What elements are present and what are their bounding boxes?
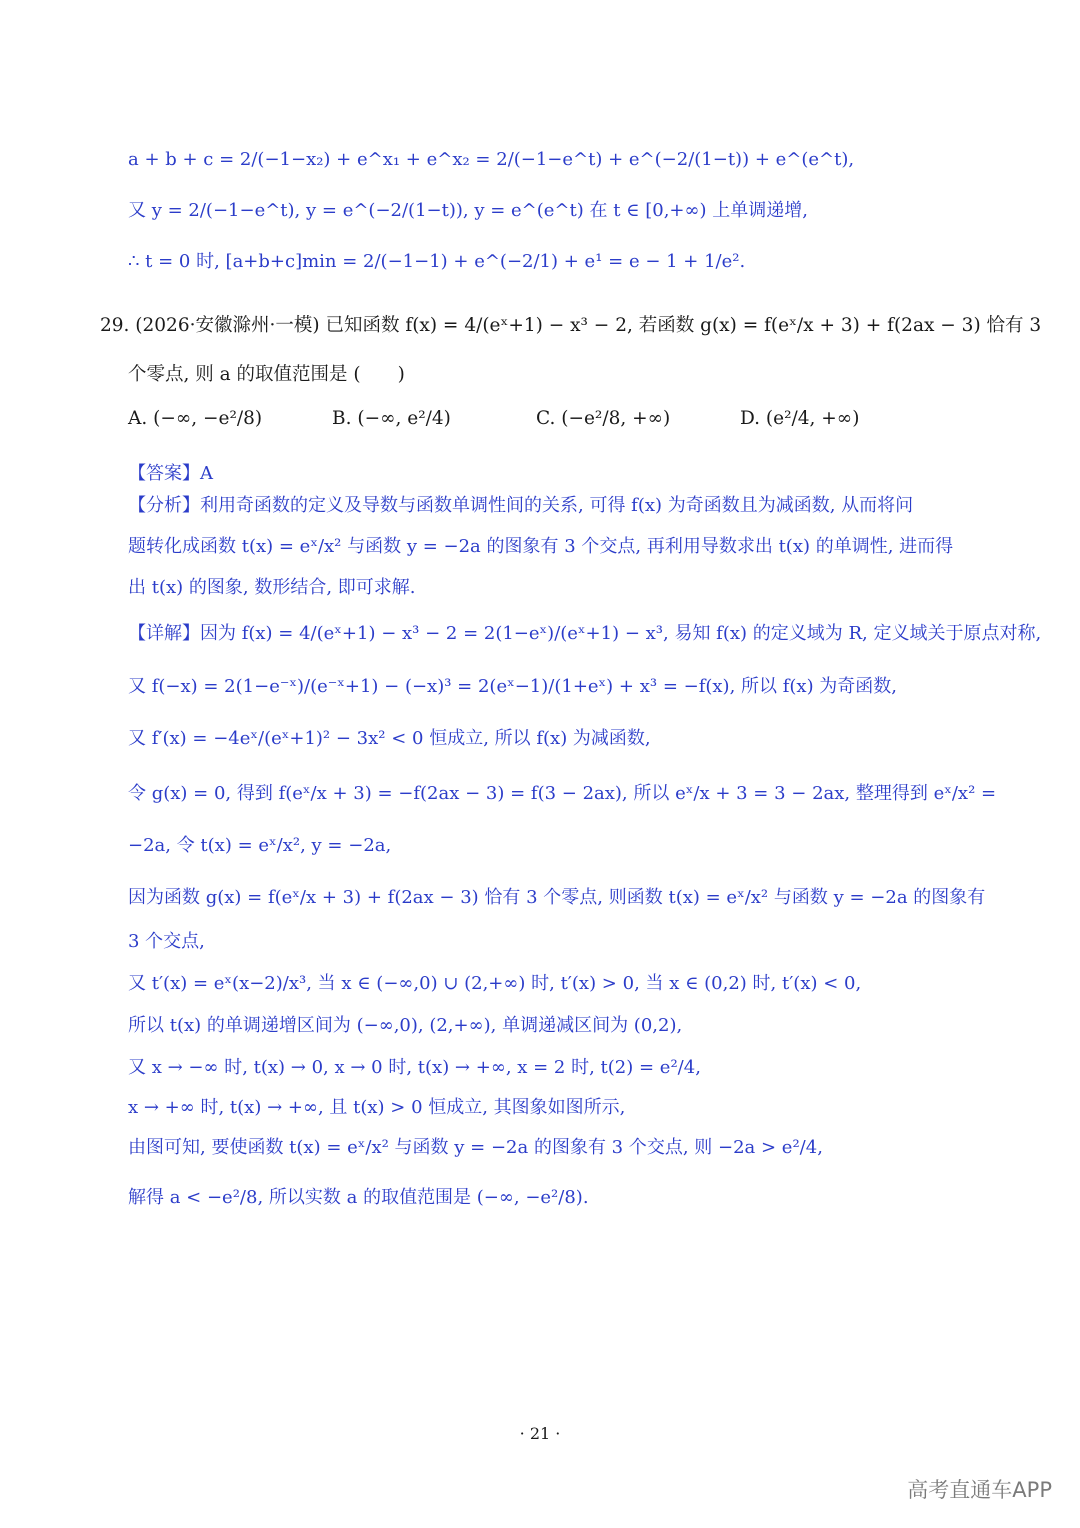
prev-solution-line-2: 又 y = 2/(−1−e^t), y = e^(−2/(1−t)), y = e^(e^t) 在 t ∈ [0,+∞) 上单调递增,	[128, 200, 808, 221]
prev-solution-line-3: ∴ t = 0 时, [a+b+c]min = 2/(−1−1) + e^(−2/1) + e¹ = e − 1 + 1/e².	[128, 251, 746, 272]
watermark: 高考直通车APP	[907, 1478, 1052, 1502]
prev-solution-line-1: a + b + c = 2/(−1−x₂) + e^x₁ + e^x₂ = 2/(−1−e^t) + e^(−2/(1−t)) + e^(e^t),	[128, 149, 855, 170]
detail-line-11: x → +∞ 时, t(x) → +∞, 且 t(x) > 0 恒成立, 其图象如图所示,	[128, 1097, 626, 1118]
answer-options	[128, 408, 988, 448]
page-number: · 21 ·	[519, 1424, 561, 1443]
question-line-1: 29. (2026·安徽滁州·一模) 已知函数 f(x) = 4/(eˣ+1) − x³ − 2, 若函数 g(x) = f(eˣ/x + 3) + f(2ax − 3) 恰有 3	[100, 315, 1042, 336]
analysis-line-1: 【分析】利用奇函数的定义及导数与函数单调性间的关系, 可得 f(x) 为奇函数且为减函数, 从而将问	[128, 495, 914, 516]
answer-line: 【答案】A	[128, 463, 213, 484]
detail-line-5: −2a, 令 t(x) = eˣ/x², y = −2a,	[128, 835, 392, 856]
detail-line-10: 又 x → −∞ 时, t(x) → 0, x → 0 时, t(x) → +∞, x = 2 时, t(2) = e²/4,	[128, 1057, 701, 1078]
detail-line-8: 又 t′(x) = eˣ(x−2)/x³, 当 x ∈ (−∞,0) ∪ (2,+∞) 时, t′(x) > 0, 当 x ∈ (0,2) 时, t′(x) < 0,	[128, 973, 862, 994]
question-line-2: 个零点, 则 a 的取值范围是 ( )	[128, 364, 405, 385]
analysis-line-3: 出 t(x) 的图象, 数形结合, 即可求解.	[128, 577, 416, 598]
option-c: C. (−e²/8, +∞)	[536, 408, 671, 429]
detail-line-12: 由图可知, 要使函数 t(x) = eˣ/x² 与函数 y = −2a 的图象有 3 个交点, 则 −2a > e²/4,	[128, 1137, 823, 1158]
detail-line-1: 【详解】因为 f(x) = 4/(eˣ+1) − x³ − 2 = 2(1−eˣ)/(eˣ+1) − x³, 易知 f(x) 的定义域为 R, 定义域关于原点对称,	[128, 623, 1042, 644]
detail-line-2: 又 f(−x) = 2(1−e⁻ˣ)/(e⁻ˣ+1) − (−x)³ = 2(eˣ−1)/(1+eˣ) + x³ = −f(x), 所以 f(x) 为奇函数,	[128, 676, 898, 697]
detail-line-6: 因为函数 g(x) = f(eˣ/x + 3) + f(2ax − 3) 恰有 3 个零点, 则函数 t(x) = eˣ/x² 与函数 y = −2a 的图象有	[128, 887, 986, 908]
detail-line-9: 所以 t(x) 的单调递增区间为 (−∞,0), (2,+∞), 单调递减区间为 (0,2),	[128, 1015, 683, 1036]
detail-line-7: 3 个交点,	[128, 931, 205, 952]
option-d: D. (e²/4, +∞)	[740, 408, 860, 429]
option-a: A. (−∞, −e²/8)	[128, 408, 263, 429]
option-b: B. (−∞, e²/4)	[332, 408, 451, 429]
detail-line-13: 解得 a < −e²/8, 所以实数 a 的取值范围是 (−∞, −e²/8).	[128, 1187, 589, 1208]
detail-line-4: 令 g(x) = 0, 得到 f(eˣ/x + 3) = −f(2ax − 3) = f(3 − 2ax), 所以 eˣ/x + 3 = 3 − 2ax, 整理得到 eˣ/x² =	[128, 783, 997, 804]
analysis-line-2: 题转化成函数 t(x) = eˣ/x² 与函数 y = −2a 的图象有 3 个交点, 再利用导数求出 t(x) 的单调性, 进而得	[128, 536, 954, 557]
detail-line-3: 又 f′(x) = −4eˣ/(eˣ+1)² − 3x² < 0 恒成立, 所以 f(x) 为减函数,	[128, 728, 651, 749]
